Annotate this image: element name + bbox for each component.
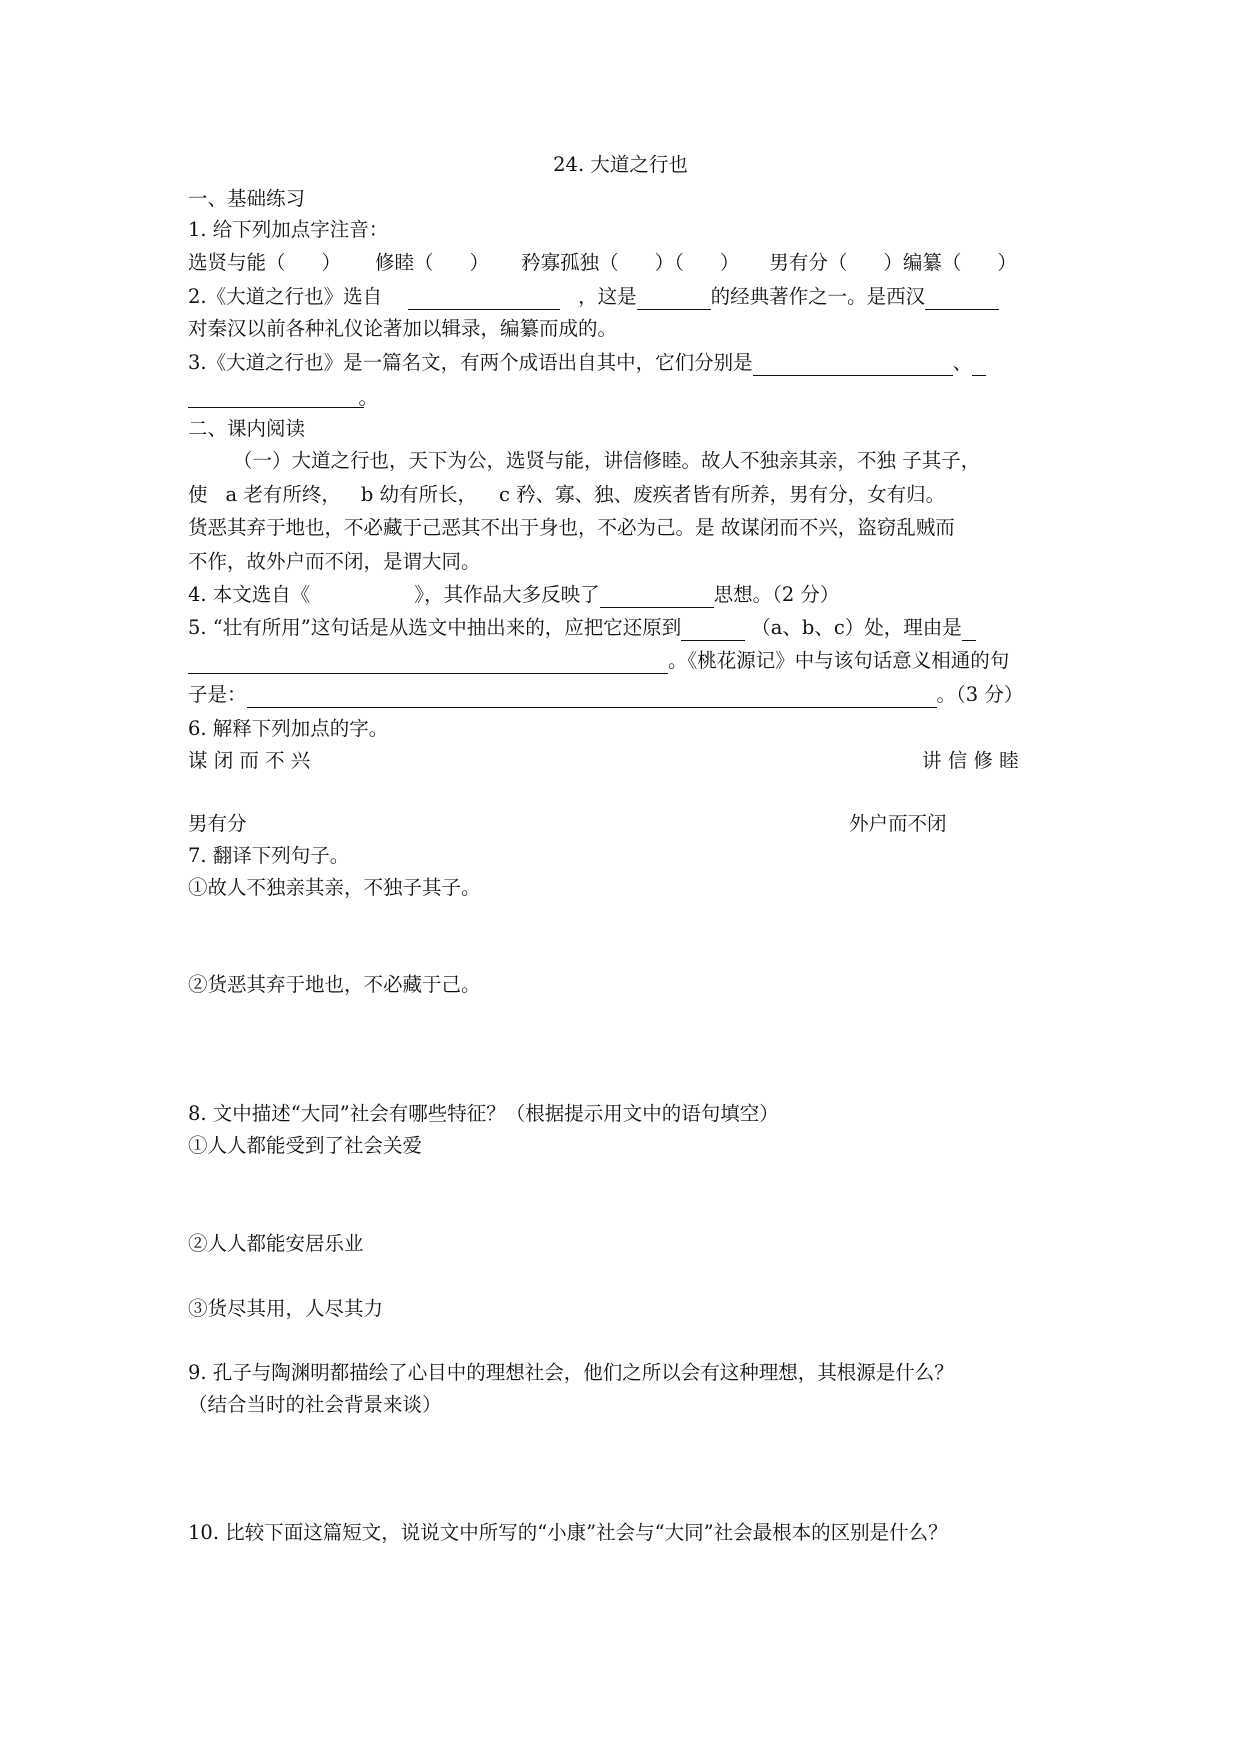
q1-item-text: 矜寡孤独（: [521, 251, 619, 274]
answer-blank[interactable]: [637, 287, 711, 310]
answer-blank[interactable]: [408, 287, 560, 310]
passage-text: 使: [188, 483, 208, 506]
answer-blank[interactable]: [188, 651, 668, 674]
passage-line-2: [188, 482, 945, 508]
question-9-stem: 9. 孔子与陶渊明都描绘了心目中的理想社会，他们之所以会有这种理想，其根源是什么？: [188, 1361, 954, 1384]
q4-text: 4. 本文选自《: [188, 583, 311, 606]
question-5-line3: [188, 682, 1023, 708]
q5-text: 。（3 分）: [936, 683, 1024, 706]
q1-item-text: ）（: [654, 251, 684, 274]
q1-item-text: ）: [321, 251, 342, 274]
q6-word-4: 外户而不闭: [849, 812, 947, 835]
question-8-stem: 8. 文中描述“大同”社会有哪些特征？（根据提示用文中的语句填空）: [188, 1102, 779, 1125]
answer-blank[interactable]: [753, 353, 953, 376]
question-1-items: [188, 250, 1017, 276]
question-2-line1: [188, 284, 999, 310]
question-5-line2: [188, 648, 1009, 674]
question-8-b: ②人人都能安居乐业: [188, 1232, 364, 1255]
question-8-c: ③货尽其用，人尽其力: [188, 1297, 384, 1320]
answer-blank[interactable]: [972, 353, 986, 376]
question-7-stem: 7. 翻译下列句子。: [188, 844, 350, 867]
q1-item-text: 选贤与能（: [188, 251, 286, 274]
page-title: 24. 大道之行也: [553, 153, 688, 176]
question-10-stem: 10. 比较下面这篇短文，说说文中所写的“小康”社会与“大同”社会最根本的区别是什么？: [188, 1521, 948, 1544]
question-7-b: ②货恶其弃于地也，不必藏于己。: [188, 973, 481, 996]
answer-blank[interactable]: [188, 385, 378, 409]
q2-text: ，这是: [578, 285, 637, 308]
question-9-note: （结合当时的社会背景来谈）: [188, 1393, 442, 1416]
passage-line-4: 不作，故外户而不闭，是谓大同。: [188, 550, 481, 573]
passage-marker-b: b 幼有所长，: [360, 483, 478, 506]
q5-text: 。《桃花源记》中与该句话意义相通的句: [668, 649, 1010, 672]
question-7-a: ①故人不独亲其亲，不独子其子。: [188, 876, 481, 899]
answer-blank[interactable]: [925, 287, 999, 310]
question-1-stem: 1. 给下列加点字注音：: [188, 218, 389, 241]
q5-text: （a、b、c）处，理由是: [751, 616, 962, 639]
q2-text: 2.《大道之行也》选自: [188, 285, 383, 308]
q6-word-1: 谋 闭 而 不 兴: [188, 749, 311, 772]
passage-marker-c: c 矜、寡、独、废疾者皆有所养，男有分，女有归。: [499, 483, 946, 506]
q6-word-3: 男有分: [188, 812, 247, 835]
q1-item-text: ）: [469, 251, 490, 274]
q1-item-text: ）编纂（: [883, 251, 962, 274]
passage-line-1: （一）大道之行也，天下为公，选贤与能，讲信修睦。故人不独亲其亲，不独 子其子，: [233, 449, 981, 472]
answer-blank[interactable]: [247, 685, 937, 708]
q3-end: 。: [358, 386, 378, 409]
q5-text: 5. “壮有所用”这句话是从选文中抽出来的，应把它还原到: [188, 616, 682, 639]
question-2-line2: 对秦汉以前各种礼仪论著加以辑录，编纂而成的。: [188, 317, 618, 340]
q3-sep: 、: [952, 351, 973, 374]
passage-line-3: 货恶其弃于地也，不必藏于己恶其不出于身也，不必为己。是 故谋闭而不兴，盗窃乱贼而: [188, 516, 955, 539]
section-heading-basic: 一、基础练习: [188, 187, 306, 210]
q6-word-2: 讲 信 修 睦: [922, 749, 1019, 772]
question-3-line2: [188, 382, 378, 409]
q1-item-text: 男有分（: [769, 251, 848, 274]
q1-item-text: 修睦（: [375, 251, 434, 274]
section-heading-reading: 二、课内阅读: [188, 417, 306, 440]
q4-text: 》，其作品大多反映了: [414, 583, 600, 606]
q5-text: 子是：: [188, 683, 247, 706]
q1-item-text: ）: [997, 251, 1017, 274]
q3-text: 3.《大道之行也》是一篇名文，有两个成语出自其中，它们分别是: [188, 351, 753, 374]
question-8-a: ①人人都能受到了社会关爱: [188, 1134, 423, 1157]
question-4: [188, 582, 839, 608]
question-3-line1: [188, 350, 986, 376]
q1-item-text: ）: [719, 251, 740, 274]
question-5-line1: [188, 615, 976, 641]
answer-blank[interactable]: [681, 618, 745, 641]
passage-marker-a: a 老有所终，: [225, 483, 341, 506]
answer-blank[interactable]: [962, 618, 976, 641]
answer-blank[interactable]: [600, 585, 714, 608]
q2-text: 的经典著作之一。是西汉: [710, 285, 926, 308]
question-6-stem: 6. 解释下列加点的字。: [188, 717, 389, 740]
q4-text: 思想。（2 分）: [713, 583, 840, 606]
